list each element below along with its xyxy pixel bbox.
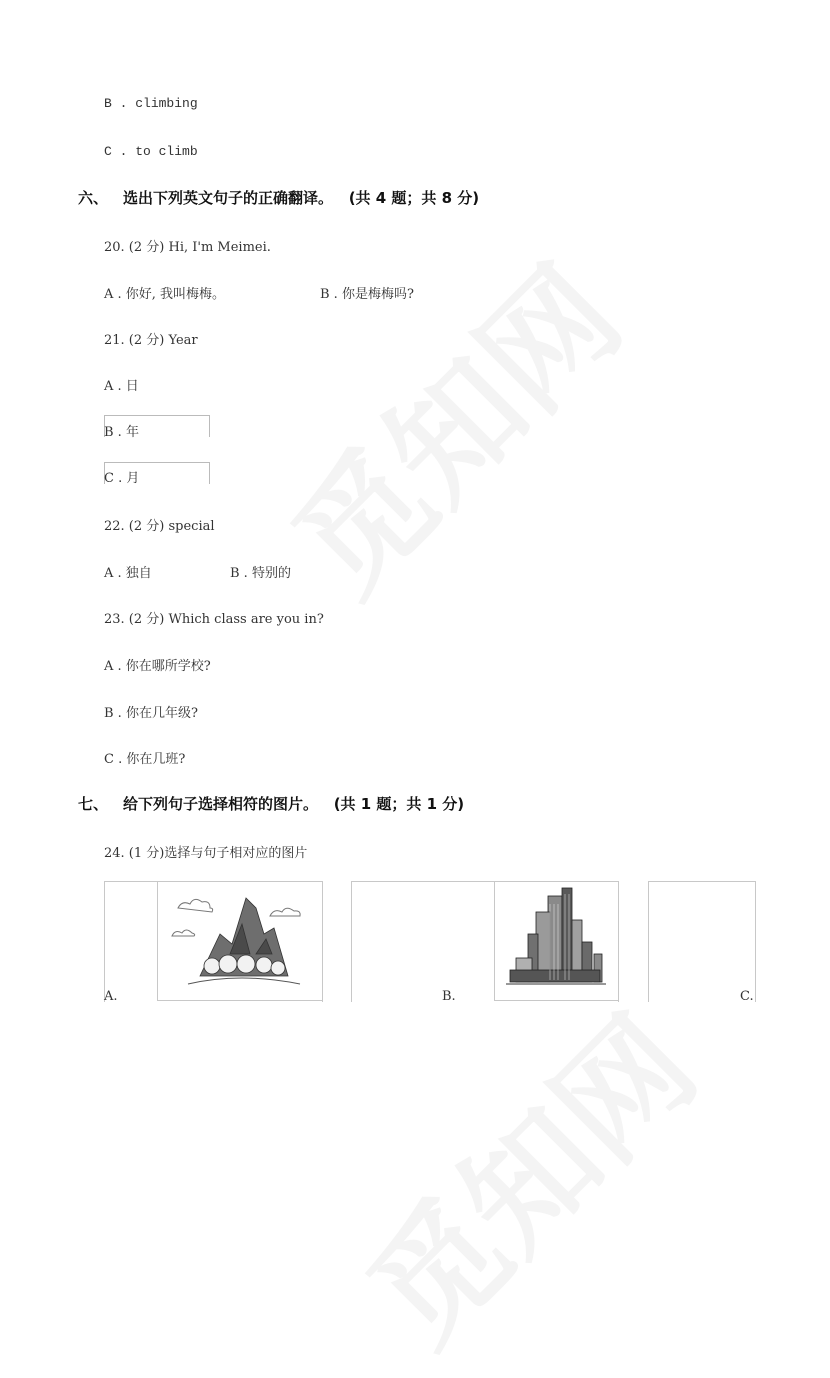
prev-option-b: B . climbing [104, 96, 198, 111]
picture-option-c-label: C. [740, 989, 754, 1004]
section-7-heading [78, 793, 538, 815]
city-buildings-picture [498, 884, 614, 996]
mountain-picture [160, 884, 318, 996]
section-number: 七、 [78, 795, 109, 813]
section-6-heading [78, 187, 538, 209]
watermark [246, 219, 654, 627]
question-24-stem: 24. (1 分)选择与句子相对应的图片 [104, 846, 308, 861]
question-21-option-b: B . 年 [104, 425, 139, 440]
ground-line [188, 978, 300, 984]
picture-option-b-label: B. [442, 989, 456, 1004]
question-23-option-a: A . 你在哪所学校? [104, 659, 211, 674]
question-20-option-a: A . 你好, 我叫梅梅。 [104, 287, 226, 302]
section-summary: (共 1 题；共 1 分) [333, 795, 465, 813]
section-title: 给下列句子选择相符的图片。 [123, 795, 319, 813]
question-22-option-a: A . 独自 [104, 566, 152, 581]
question-20-option-b: B . 你是梅梅吗? [320, 287, 414, 302]
question-21-stem: 21. (2 分) Year [104, 333, 198, 348]
picture-option-a-label: A. [104, 989, 118, 1004]
question-22-stem: 22. (2 分) special [104, 519, 215, 534]
section-title: 选出下列英文句子的正确翻译。 [123, 189, 334, 207]
question-21-option-a: A . 日 [104, 379, 139, 394]
question-20-stem: 20. (2 分) Hi, I'm Meimei. [104, 240, 271, 255]
section-number: 六、 [78, 189, 109, 207]
section-summary: (共 4 题；共 8 分) [348, 189, 480, 207]
question-21-option-c: C . 月 [104, 471, 140, 486]
prev-option-c: C . to climb [104, 144, 198, 159]
question-23-option-c: C . 你在几班? [104, 752, 186, 767]
question-23-option-b: B . 你在几年级? [104, 706, 198, 721]
question-22-option-b: B . 特别的 [230, 566, 291, 581]
question-23-stem: 23. (2 分) Which class are you in? [104, 612, 324, 627]
picture-option-c-box[interactable] [648, 881, 756, 1002]
